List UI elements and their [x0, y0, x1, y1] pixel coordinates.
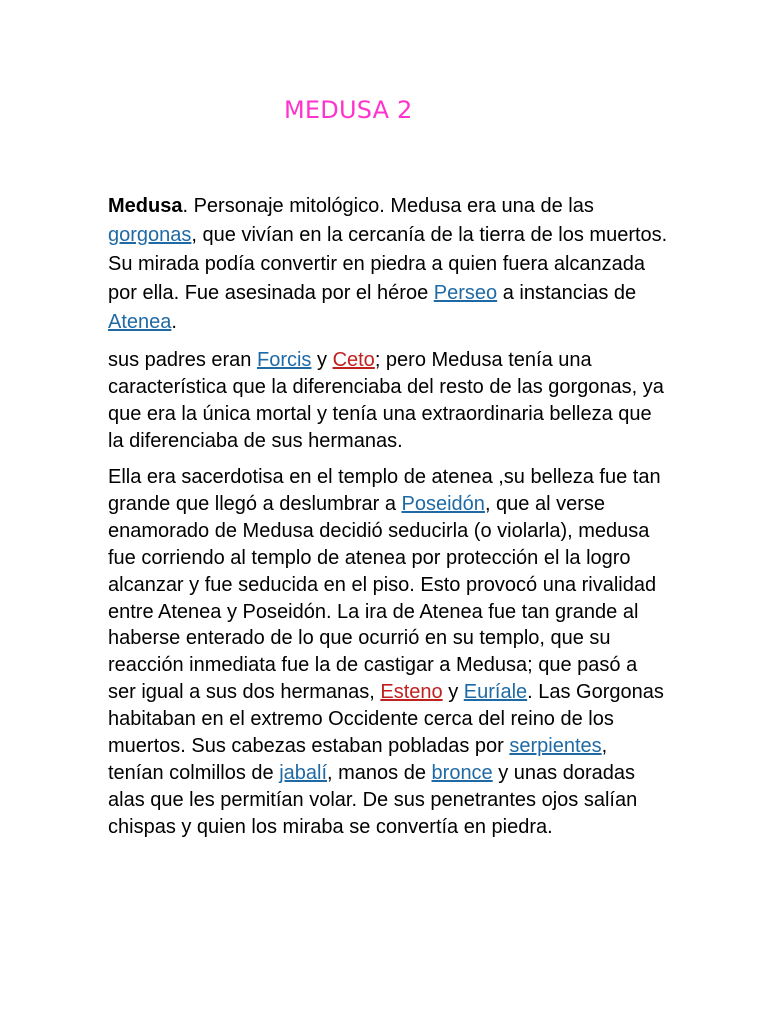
text-run: , que vivían en la cercanía de la tierra de los muertos. Su mirada podía convertir en piedra a quien fuera alcanzada por ella. Fue asesinada por el héroe [108, 224, 668, 304]
paragraph-story [108, 464, 668, 841]
link-serpientes[interactable]: serpientes [509, 735, 602, 758]
link-forcis[interactable]: Forcis [256, 349, 312, 371]
text-run: y [442, 681, 464, 704]
text-run: . Personaje mitológico. Medusa era una de las [182, 195, 594, 217]
link-atenea[interactable]: Atenea [108, 311, 172, 333]
text-run: . [171, 311, 177, 333]
link-gorgonas[interactable]: gorgonas [108, 224, 192, 246]
text-run: , tenían colmillos de [108, 735, 608, 784]
document-body [108, 192, 668, 841]
text-run: sus padres eran [108, 349, 257, 371]
text-run: y [311, 349, 333, 371]
link-esteno[interactable]: Esteno [380, 681, 443, 704]
link-perseo[interactable]: Perseo [433, 282, 498, 304]
link-jabali[interactable]: jabalí [279, 761, 328, 784]
paragraph-parents [108, 347, 668, 455]
text-run: Ella era sacerdotisa en el templo de atenea ,su belleza fue tan grande que llegó a deslumbrar a [108, 466, 661, 515]
text-run: y unas doradas alas que les permitían volar. De sus penetrantes ojos salían chispas y quien los miraba se convertía en piedra. [108, 761, 638, 838]
link-poseidon[interactable]: Poseidón [401, 492, 485, 515]
text-run: ; pero Medusa tenía una característica que la diferenciaba del resto de las gorgonas, ya que era la única mortal y tenía una extraordinaria belleza que la diferenciaba de sus hermanas. [108, 349, 664, 452]
link-euriale[interactable]: Euríale [463, 681, 528, 704]
bold-term-medusa: Medusa [108, 195, 183, 217]
paragraph-intro [108, 192, 668, 337]
text-run: , manos de [327, 761, 432, 784]
text-run: , que al verse enamorado de Medusa decidió seducirla (o violarla), medusa fue corriendo al templo de atenea por protección el la logro alcanzar y fue seducida en el piso. Esto provocó una rivalidad entre Atenea y Poseidón. La ira de Atenea fue tan grande al haberse enterado de lo que ocurrió en su templo, que su reacción inmediata fue la de castigar a Medusa; que pasó a ser igual a sus dos hermanas, [108, 492, 657, 704]
page-title: MEDUSA 2 [284, 96, 413, 124]
text-run: a instancias de [497, 282, 637, 304]
link-bronce[interactable]: bronce [431, 761, 493, 784]
text-run: . Las Gorgonas habitaban en el extremo Occidente cerca del reino de los muertos. Sus cabezas estaban pobladas por [108, 681, 664, 758]
link-ceto[interactable]: Ceto [332, 349, 375, 371]
